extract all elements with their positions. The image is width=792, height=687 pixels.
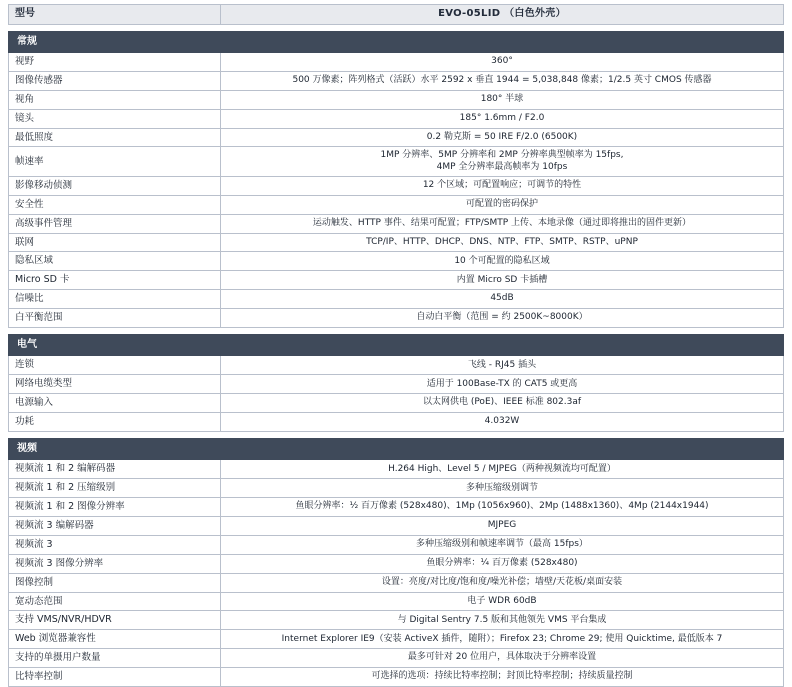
table-row xyxy=(9,668,784,687)
table-row xyxy=(9,517,784,536)
spec-label: 视角 xyxy=(9,90,221,109)
table-row xyxy=(9,90,784,109)
spec-value: 360° xyxy=(221,53,784,72)
spec-value: TCP/IP、HTTP、DHCP、DNS、NTP、FTP、SMTP、RSTP、uPNP xyxy=(221,233,784,252)
spec-label: 比特率控制 xyxy=(9,668,221,687)
section-header-row xyxy=(9,31,784,53)
spec-value: Internet Explorer IE9（安装 ActiveX 插件，随附）；Firefox 23; Chrome 29; 使用 Quicktime, 最低版本 7 xyxy=(221,630,784,649)
table-row xyxy=(9,71,784,90)
spec-label: 帧速率 xyxy=(9,147,221,177)
spec-value: MJPEG xyxy=(221,517,784,536)
spec-label: 安全性 xyxy=(9,195,221,214)
table-row xyxy=(9,214,784,233)
spec-label: 隐私区域 xyxy=(9,252,221,271)
spec-value: 0.2 勒克斯 = 50 IRE F/2.0 (6500K) xyxy=(221,128,784,147)
spec-value: 以太网供电 (PoE)、IEEE 标准 802.3af xyxy=(221,394,784,413)
table-row xyxy=(9,375,784,394)
table-row xyxy=(9,535,784,554)
table-row xyxy=(9,147,784,177)
spec-label: 图像控制 xyxy=(9,573,221,592)
spec-label: 视频流 3 编解码器 xyxy=(9,517,221,536)
specification-table xyxy=(8,4,784,25)
spec-label: 网络电缆类型 xyxy=(9,375,221,394)
section-table xyxy=(8,31,784,328)
table-row xyxy=(9,630,784,649)
table-row xyxy=(9,109,784,128)
spec-table-body xyxy=(9,5,784,25)
spec-label: 视野 xyxy=(9,53,221,72)
table-row xyxy=(9,252,784,271)
spec-value: 4.032W xyxy=(221,413,784,432)
spec-label: 影像移动侦测 xyxy=(9,176,221,195)
spec-label: 白平衡范围 xyxy=(9,309,221,328)
spec-label: Web 浏览器兼容性 xyxy=(9,630,221,649)
section-table xyxy=(8,334,784,432)
spec-label: 支持的单摄用户数量 xyxy=(9,649,221,668)
section-table xyxy=(8,438,784,687)
spec-label: 连锁 xyxy=(9,356,221,375)
table-row xyxy=(9,460,784,479)
spec-value: 鱼眼分辨率：½ 百万像素 (528x480)、1Mp (1056x960)、2Mp (1488x1360)、4Mp (2144x1944) xyxy=(221,498,784,517)
table-row xyxy=(9,290,784,309)
section-title: 电气 xyxy=(9,334,784,356)
sections-container xyxy=(8,25,784,687)
model-value: EVO-05LID （白色外壳） xyxy=(221,5,784,25)
spec-value: 185° 1.6mm / F2.0 xyxy=(221,109,784,128)
table-row xyxy=(9,128,784,147)
spec-label: 视频流 1 和 2 编解码器 xyxy=(9,460,221,479)
table-row xyxy=(9,309,784,328)
spec-label: 视频流 1 和 2 图像分辨率 xyxy=(9,498,221,517)
model-row xyxy=(9,5,784,25)
spec-label: 支持 VMS/NVR/HDVR xyxy=(9,611,221,630)
spec-value: 10 个可配置的隐私区域 xyxy=(221,252,784,271)
model-label: 型号 xyxy=(9,5,221,25)
spec-label: 联网 xyxy=(9,233,221,252)
spec-value: 鱼眼分辨率：¼ 百万像素 (528x480) xyxy=(221,554,784,573)
spec-value: 飞线 - RJ45 插头 xyxy=(221,356,784,375)
spec-value: 多种压缩级别调节 xyxy=(221,479,784,498)
spec-label: 功耗 xyxy=(9,413,221,432)
spec-value: 可配置的密码保护 xyxy=(221,195,784,214)
spec-label: 高级事件管理 xyxy=(9,214,221,233)
table-row xyxy=(9,479,784,498)
table-row xyxy=(9,554,784,573)
table-row xyxy=(9,394,784,413)
spec-value: 12 个区域；可配置响应；可调节的特性 xyxy=(221,176,784,195)
section-title: 视频 xyxy=(9,438,784,460)
table-row xyxy=(9,233,784,252)
table-row xyxy=(9,356,784,375)
table-row xyxy=(9,271,784,290)
spec-label: Micro SD 卡 xyxy=(9,271,221,290)
spec-value: 多种压缩级别和帧速率调节（最高 15fps） xyxy=(221,535,784,554)
table-row xyxy=(9,611,784,630)
spec-label: 电源输入 xyxy=(9,394,221,413)
spec-value: 电子 WDR 60dB xyxy=(221,592,784,611)
spec-label: 宽动态范围 xyxy=(9,592,221,611)
spec-label: 信噪比 xyxy=(9,290,221,309)
spec-value: 1MP 分辨率、5MP 分辨率和 2MP 分辨率典型帧率为 15fps, 4MP 全分辨率最高帧率为 10fps xyxy=(221,147,784,177)
spec-value: 500 万像素；阵列格式（活跃）水平 2592 x 垂直 1944 = 5,038,848 像素；1/2.5 英寸 CMOS 传感器 xyxy=(221,71,784,90)
spec-label: 图像传感器 xyxy=(9,71,221,90)
spec-value: 180° 半球 xyxy=(221,90,784,109)
spec-sheet xyxy=(8,0,784,687)
spec-label: 镜头 xyxy=(9,109,221,128)
spec-label: 视频流 3 图像分辨率 xyxy=(9,554,221,573)
section-header-row xyxy=(9,438,784,460)
spec-value: 设置：亮度/对比度/饱和度/噪光补偿；墙壁/天花板/桌面安装 xyxy=(221,573,784,592)
spec-label: 视频流 1 和 2 压缩级别 xyxy=(9,479,221,498)
table-row xyxy=(9,53,784,72)
spec-value: 可选择的选项：持续比特率控制；封顶比特率控制；持续质量控制 xyxy=(221,668,784,687)
spec-label: 视频流 3 xyxy=(9,535,221,554)
section-header-row xyxy=(9,334,784,356)
table-row xyxy=(9,195,784,214)
section-title: 常规 xyxy=(9,31,784,53)
table-row xyxy=(9,573,784,592)
spec-value: H.264 High、Level 5 / MJPEG（两种视频流均可配置） xyxy=(221,460,784,479)
table-row xyxy=(9,498,784,517)
table-row xyxy=(9,413,784,432)
spec-value: 最多可针对 20 位用户，具体取决于分辨率设置 xyxy=(221,649,784,668)
spec-value: 45dB xyxy=(221,290,784,309)
table-row xyxy=(9,176,784,195)
spec-value: 内置 Micro SD 卡插槽 xyxy=(221,271,784,290)
spec-value: 与 Digital Sentry 7.5 版和其他领先 VMS 平台集成 xyxy=(221,611,784,630)
spec-value: 适用于 100Base-TX 的 CAT5 或更高 xyxy=(221,375,784,394)
spec-value: 运动触发、HTTP 事件、结果可配置；FTP/SMTP 上传、本地录像（通过即将推出的固件更新） xyxy=(221,214,784,233)
spec-label: 最低照度 xyxy=(9,128,221,147)
spec-value: 自动白平衡（范围 = 约 2500K~8000K） xyxy=(221,309,784,328)
table-row xyxy=(9,592,784,611)
table-row xyxy=(9,649,784,668)
